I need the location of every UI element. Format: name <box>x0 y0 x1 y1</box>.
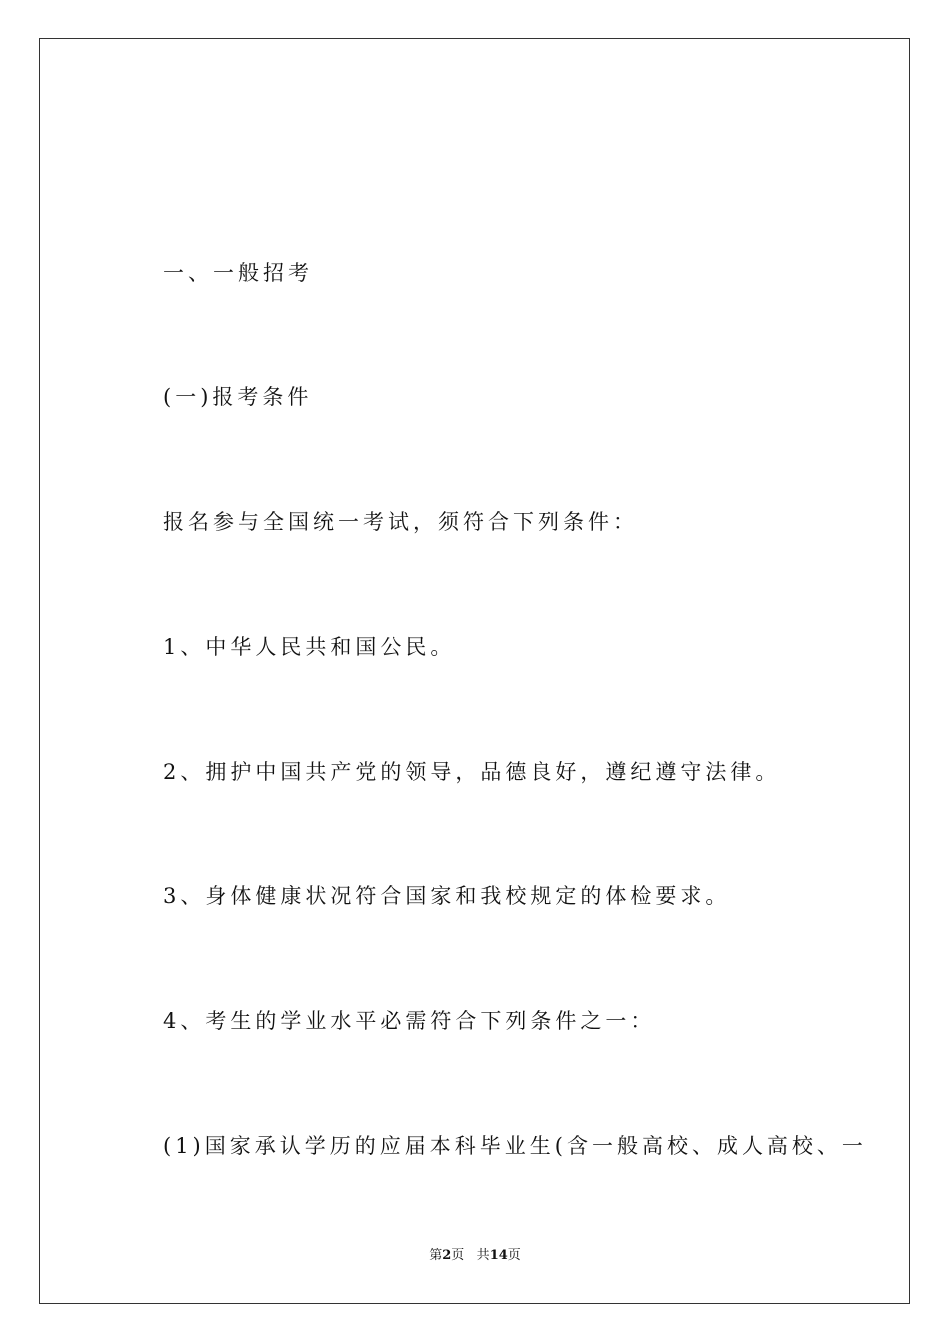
list-item: 1、中华人民共和国公民。 <box>163 635 456 659</box>
list-item: 4、考生的学业水平必需符合下列条件之一： <box>163 1009 656 1033</box>
section-heading: 一、一般招考 <box>163 261 313 285</box>
total-prefix: 共 <box>476 1248 490 1263</box>
page-prefix: 第 <box>429 1248 443 1263</box>
subsection-heading: (一)报考条件 <box>163 385 313 409</box>
total-suffix: 页 <box>507 1248 521 1263</box>
page-suffix: 页 <box>451 1248 465 1263</box>
page-frame <box>39 38 910 1304</box>
list-item: (1)国家承认学历的应届本科毕业生(含一般高校、成人高校、一 <box>163 1134 867 1158</box>
current-page-number: 2 <box>442 1248 452 1263</box>
page-footer <box>0 1247 950 1265</box>
total-pages-number: 14 <box>489 1248 508 1263</box>
intro-paragraph: 报名参与全国统一考试，须符合下列条件： <box>163 510 638 534</box>
list-item: 3、身体健康状况符合国家和我校规定的体检要求。 <box>163 884 731 908</box>
list-item: 2、拥护中国共产党的领导，品德良好，遵纪遵守法律。 <box>163 760 781 784</box>
